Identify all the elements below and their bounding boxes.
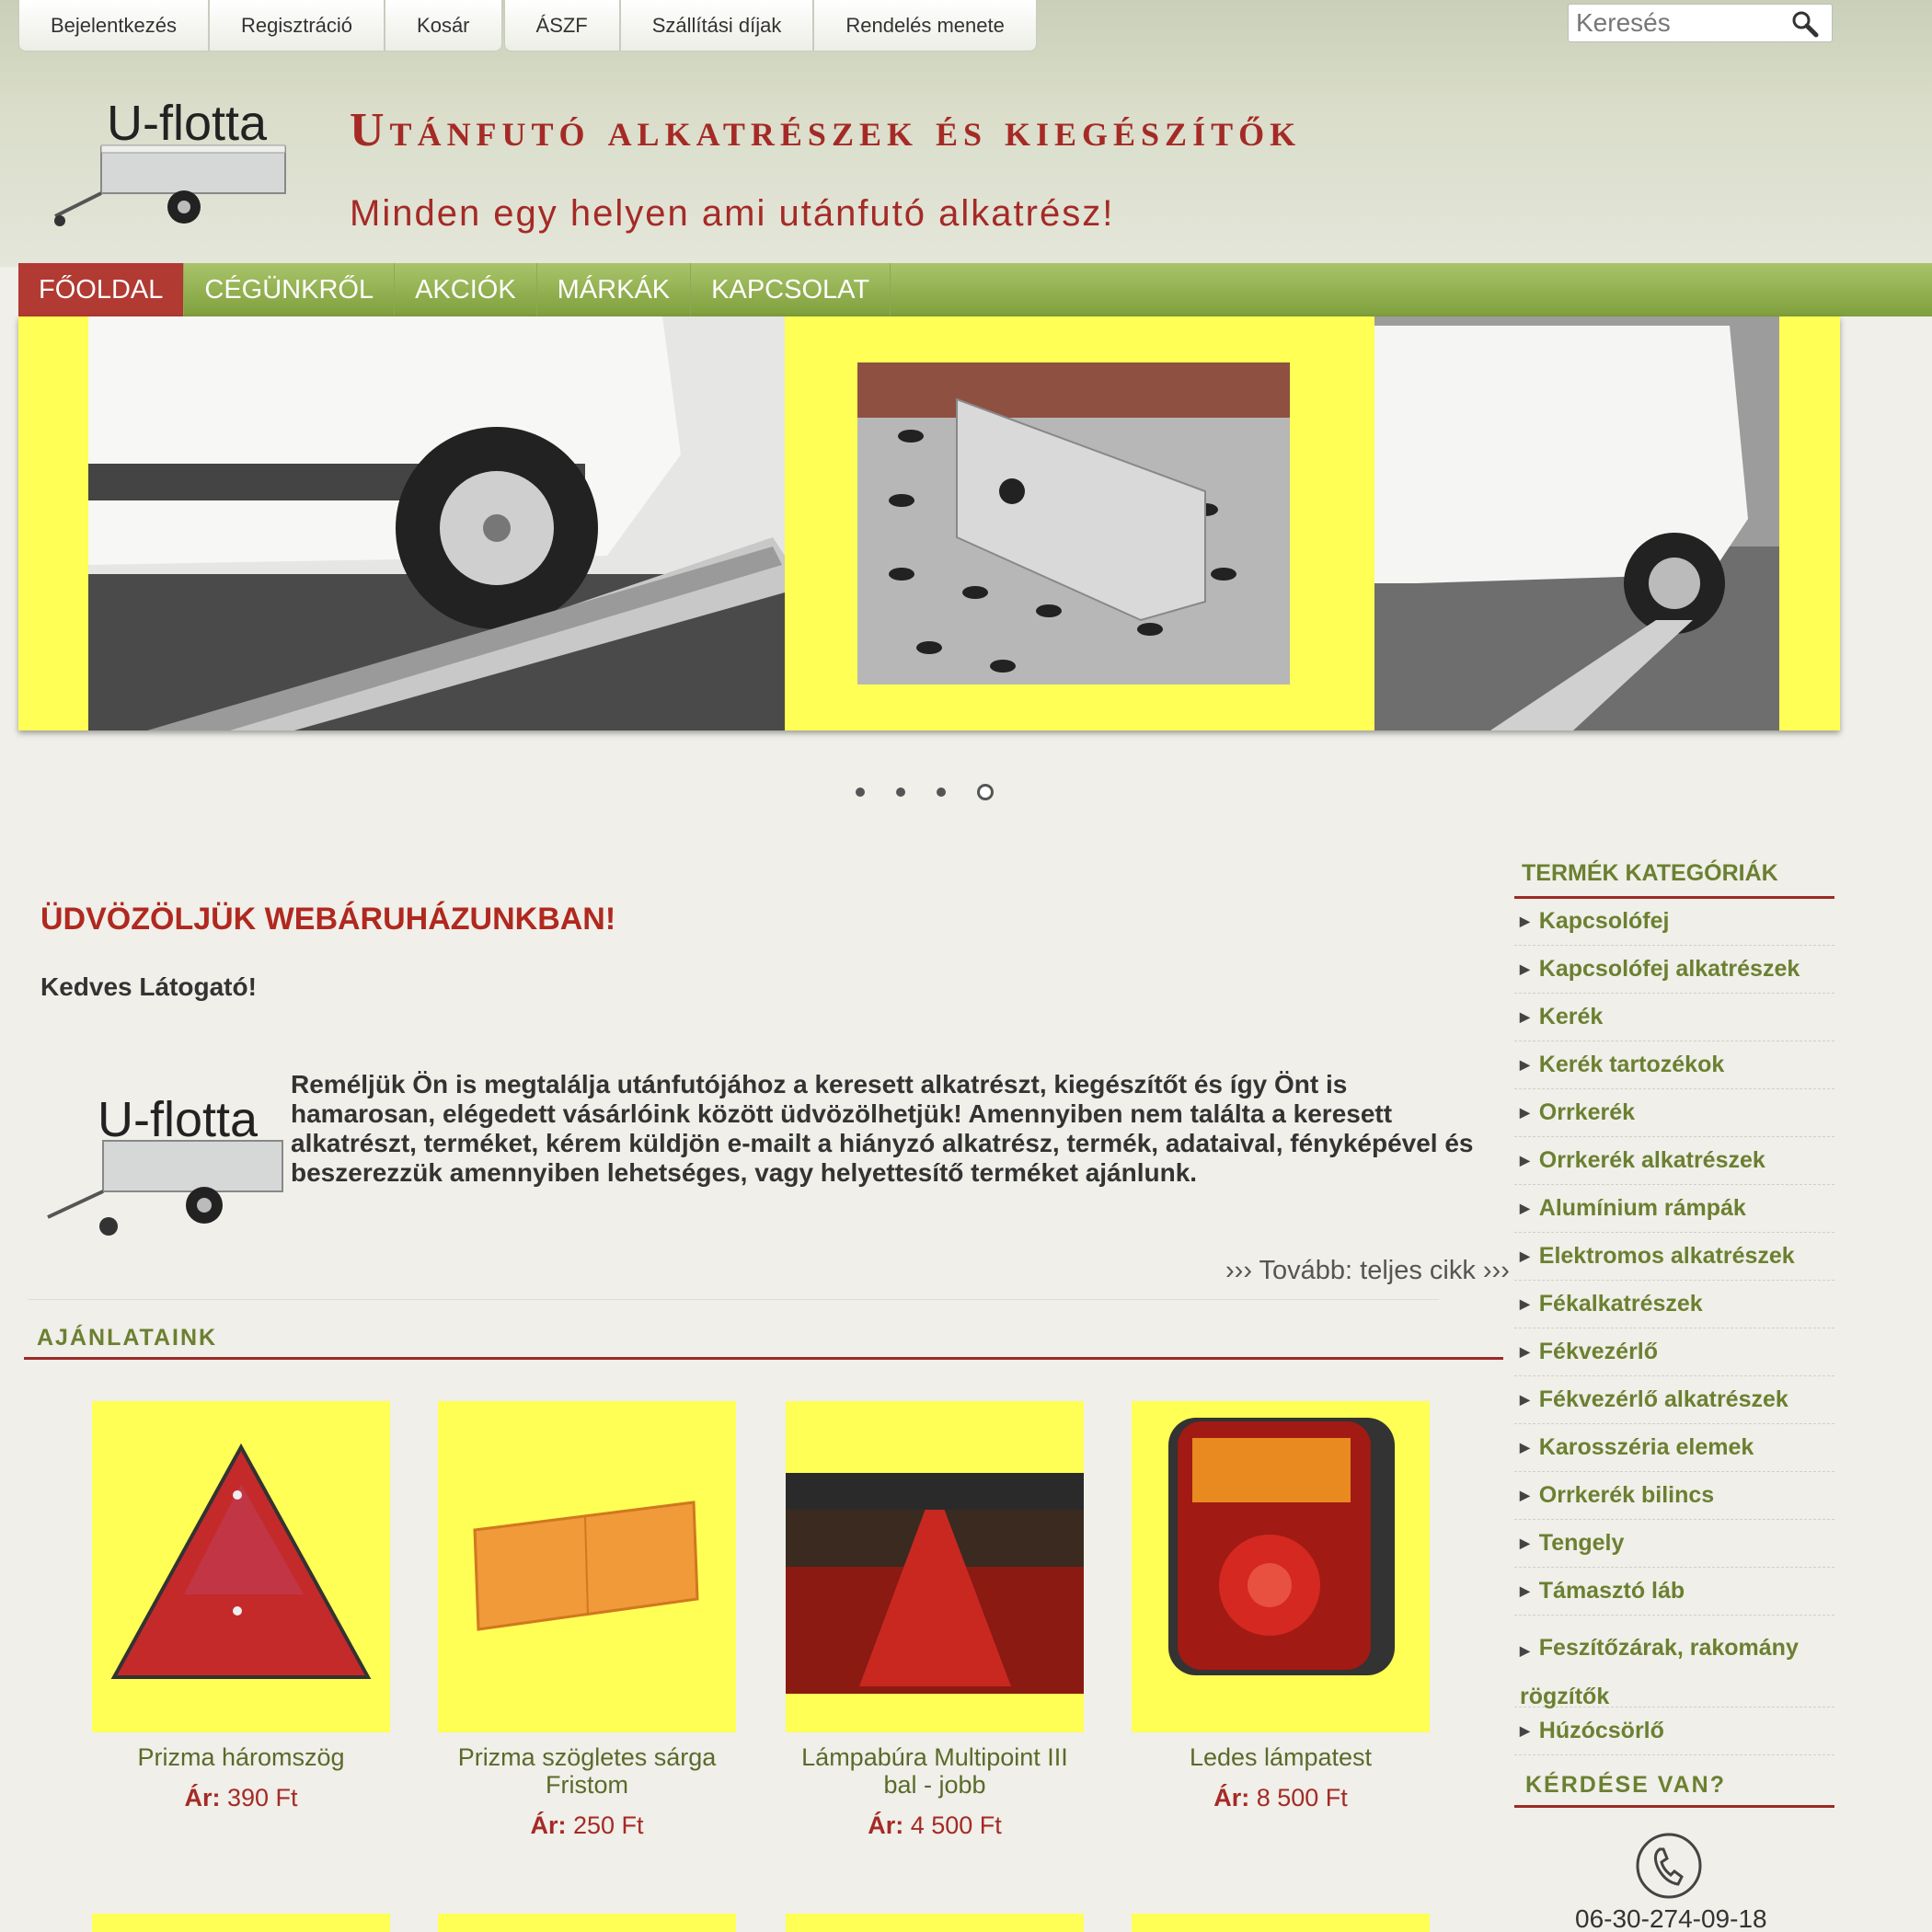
offers-title: AJÁNLATAINK	[37, 1325, 218, 1351]
caret-right-icon: ▶	[1520, 1296, 1530, 1311]
caret-right-icon: ▶	[1520, 1344, 1530, 1359]
category-item[interactable]	[1514, 1568, 1834, 1616]
content-logo-text: U-flotta	[98, 1092, 259, 1147]
caret-right-icon: ▶	[1520, 1440, 1530, 1455]
caret-right-icon: ▶	[1520, 1105, 1530, 1120]
search-icon[interactable]	[1791, 10, 1819, 38]
product-card[interactable]	[786, 1401, 1084, 1840]
slider-dot-1[interactable]	[856, 788, 865, 797]
category-label: Karosszéria elemek	[1538, 1434, 1754, 1460]
price-label: Ár:	[868, 1811, 904, 1839]
terms-link[interactable]: ÁSZF	[504, 0, 620, 52]
shipping-fees-link[interactable]: Szállítási díjak	[620, 0, 814, 52]
product-name[interactable]: Prizma szögletes sárga Fristom	[457, 1743, 717, 1799]
product-card[interactable]	[438, 1401, 736, 1840]
product-image-partial[interactable]	[92, 1914, 390, 1932]
category-label: Támasztó láb	[1538, 1578, 1685, 1604]
caret-right-icon: ▶	[1520, 1009, 1530, 1024]
product-card[interactable]	[1132, 1401, 1430, 1812]
category-label: Kerék	[1538, 1004, 1604, 1029]
cart-link[interactable]: Kosár	[385, 0, 501, 52]
category-label: Orrkerék alkatrészek	[1538, 1147, 1765, 1173]
site-logo[interactable]	[46, 92, 304, 239]
price-label: Ár:	[1213, 1784, 1250, 1811]
caret-right-icon: ▶	[1520, 1583, 1530, 1598]
category-item[interactable]	[1514, 946, 1834, 994]
welcome-title: ÜDVÖZÖLJÜK WEBÁRUHÁZUNKBAN!	[40, 902, 616, 937]
search-box	[1568, 4, 1833, 42]
image-slider[interactable]	[18, 316, 1840, 730]
site-title: Utánfutó alkatrészek és kiegészítők	[350, 104, 1302, 156]
product-price	[92, 1784, 390, 1812]
category-label: Orrkerék	[1538, 1099, 1636, 1125]
price-label: Ár:	[530, 1811, 567, 1839]
caret-right-icon: ▶	[1520, 1535, 1530, 1550]
caret-right-icon: ▶	[1520, 1153, 1530, 1167]
category-item[interactable]	[1514, 1424, 1834, 1472]
caret-right-icon: ▶	[1520, 1723, 1530, 1738]
caret-right-icon: ▶	[1520, 1201, 1530, 1215]
phone-icon	[1634, 1831, 1704, 1901]
price-label: Ár:	[184, 1784, 221, 1811]
category-label: Alumínium rámpák	[1538, 1195, 1746, 1221]
read-more-link[interactable]: ››› Tovább: teljes cikk ›››	[1225, 1256, 1510, 1285]
product-name[interactable]: Lámpabúra Multipoint III bal - jobb	[801, 1743, 1068, 1799]
category-item[interactable]	[1514, 1185, 1834, 1233]
caret-right-icon: ▶	[1520, 961, 1530, 976]
category-item[interactable]	[1514, 1089, 1834, 1137]
logo-text: U-flotta	[107, 96, 268, 151]
category-item[interactable]	[1514, 994, 1834, 1041]
slider-dot-3[interactable]	[937, 788, 946, 797]
category-item[interactable]	[1514, 1041, 1834, 1089]
lamp-cover-icon	[786, 1401, 1084, 1732]
order-process-link[interactable]: Rendelés menete	[813, 0, 1036, 52]
led-lamp-icon	[1132, 1401, 1430, 1732]
caret-right-icon: ▶	[1520, 1643, 1530, 1658]
category-item[interactable]	[1514, 1281, 1834, 1328]
price-value: 250 Ft	[572, 1811, 644, 1839]
product-image[interactable]	[1132, 1401, 1430, 1732]
slider-dot-4[interactable]	[977, 784, 994, 800]
greeting: Kedves Látogató!	[40, 972, 257, 1001]
category-label: Kapcsolófej alkatrészek	[1538, 956, 1800, 982]
categories-title: TERMÉK KATEGÓRIÁK	[1522, 860, 1778, 886]
nav-sales[interactable]: AKCIÓK	[395, 263, 537, 316]
product-image[interactable]	[438, 1401, 736, 1732]
triangle-reflector-icon	[92, 1401, 390, 1732]
category-label: Kerék tartozékok	[1538, 1052, 1725, 1077]
category-label: Fékvezérlő alkatrészek	[1538, 1386, 1788, 1412]
utility-nav	[18, 0, 1037, 53]
category-list	[1514, 898, 1834, 1755]
caret-right-icon: ▶	[1520, 1057, 1530, 1072]
product-name[interactable]: Ledes lámpatest	[1189, 1743, 1373, 1771]
slider-dot-2[interactable]	[896, 788, 905, 797]
category-label: Húzócsörlő	[1538, 1718, 1664, 1743]
search-input[interactable]	[1569, 8, 1780, 38]
caret-right-icon: ▶	[1520, 1248, 1530, 1263]
caret-right-icon: ▶	[1520, 1392, 1530, 1407]
category-label: Fékvezérlő	[1538, 1339, 1659, 1364]
product-name[interactable]: Prizma háromszög	[137, 1743, 345, 1771]
category-item[interactable]	[1514, 1376, 1834, 1424]
product-image-partial[interactable]	[438, 1914, 736, 1932]
product-price	[1132, 1784, 1430, 1812]
product-card[interactable]	[92, 1401, 390, 1812]
product-image-partial[interactable]	[1132, 1914, 1430, 1932]
slider-dots	[856, 784, 994, 800]
intro-text: Reméljük Ön is megtalálja utánfutójához a keresett alkatrészt, kiegészítőt és így Önt is hamarosan, elégedett vásárlóink között üdvözölhetjük! Amennyiben nem találta a keresett alkatrészt, terméket, kérem küldjön e-mailt a hiányzó alkatrész, termék, adataival, fényképével és beszerezzük amennyiben lehetséges, vagy helyettesítő terméket ajánlunk.	[291, 1070, 1474, 1187]
question-underline	[1514, 1805, 1834, 1808]
product-image[interactable]	[786, 1401, 1084, 1732]
caret-right-icon: ▶	[1520, 914, 1530, 928]
nav-home[interactable]: FŐOLDAL	[18, 263, 184, 316]
offers-underline	[24, 1357, 1503, 1360]
register-link[interactable]: Regisztráció	[209, 0, 385, 52]
nav-brands[interactable]: MÁRKÁK	[537, 263, 691, 316]
category-item[interactable]	[1514, 1137, 1834, 1185]
main-nav	[18, 263, 1932, 316]
site-subtitle: Minden egy helyen ami utánfutó alkatrész!	[350, 193, 1115, 234]
category-item[interactable]	[1514, 1233, 1834, 1281]
category-item[interactable]	[1514, 1520, 1834, 1568]
category-label: Kapcsolófej	[1538, 908, 1670, 934]
category-label: Feszítőzárak, rakomány rögzítők	[1520, 1635, 1799, 1709]
product-image-partial[interactable]	[786, 1914, 1084, 1932]
slider-image	[18, 316, 1840, 730]
product-price	[438, 1811, 736, 1840]
category-item[interactable]	[1514, 1328, 1834, 1376]
rectangle-reflector-icon	[438, 1401, 736, 1732]
nav-contact[interactable]: KAPCSOLAT	[691, 263, 891, 316]
price-value: 390 Ft	[226, 1784, 298, 1811]
price-value: 8 500 Ft	[1256, 1784, 1348, 1811]
category-item[interactable]	[1514, 898, 1834, 946]
category-label: Fékalkatrészek	[1538, 1291, 1703, 1317]
caret-right-icon: ▶	[1520, 1488, 1530, 1502]
category-label: Tengely	[1538, 1530, 1625, 1556]
question-title: KÉRDÉSE VAN?	[1525, 1772, 1727, 1798]
content-divider	[28, 1299, 1439, 1300]
category-item[interactable]	[1514, 1472, 1834, 1520]
product-price	[786, 1811, 1084, 1840]
category-label: Elektromos alkatrészek	[1538, 1243, 1795, 1269]
category-item[interactable]	[1514, 1616, 1834, 1708]
product-image[interactable]	[92, 1401, 390, 1732]
phone-number[interactable]: 06-30-274-09-18	[1575, 1904, 1767, 1932]
nav-about[interactable]: CÉGÜNKRŐL	[184, 263, 395, 316]
category-label: Orrkerék bilincs	[1538, 1482, 1715, 1508]
login-link[interactable]: Bejelentkezés	[18, 0, 209, 52]
price-value: 4 500 Ft	[910, 1811, 1002, 1839]
content-logo	[39, 1072, 287, 1237]
